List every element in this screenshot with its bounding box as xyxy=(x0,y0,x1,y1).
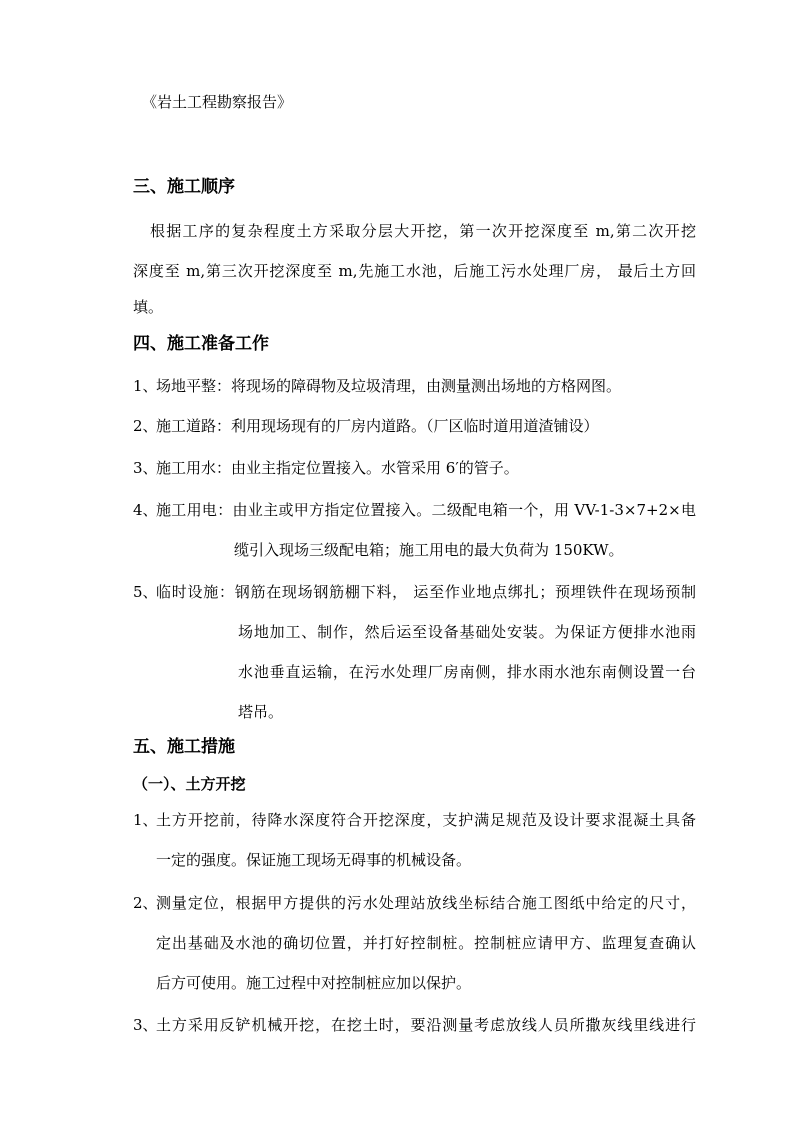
prep-item-5-line-2: 场地加工、制作，然后运至设备基础处安装。为保证方便排水池雨 xyxy=(238,623,696,641)
item-number: 1、 xyxy=(133,377,158,395)
section-3-line-3: 填。 xyxy=(133,298,164,316)
item-number: 3、 xyxy=(133,459,158,477)
prep-item-2-line-1: 施工道路：利用现场现有的厂房内道路。（厂区临时道用道渣铺设） xyxy=(156,417,599,435)
item-number: 2、 xyxy=(133,894,158,912)
item-number: 3、 xyxy=(133,1016,158,1034)
prep-item-5-line-4: 塔吊。 xyxy=(238,703,284,721)
item-number: 4、 xyxy=(133,501,158,519)
excavation-item-3-line-1: 土方采用反铲机械开挖，在挖土时，要沿测量考虑放线人员所撒灰线里线进行 xyxy=(156,1016,696,1034)
prep-item-5-line-1: 临时设施：钢筋在现场钢筋棚下料， 运至作业地点绑扎；预埋铁件在现场预制 xyxy=(156,583,696,601)
excavation-item-2-line-1: 测量定位，根据甲方提供的污水处理站放线坐标结合施工图纸中给定的尺寸， xyxy=(156,894,696,912)
excavation-item-2-line-3: 后方可使用。施工过程中对控制桩应加以保护。 xyxy=(156,974,472,992)
item-number: 1、 xyxy=(133,811,158,829)
section-5-subheading: （一）、土方开挖 xyxy=(133,775,246,793)
item-number: 2、 xyxy=(133,417,158,435)
prep-item-3-line-1: 施工用水：由业主指定位置接入。水管采用 6′的管子。 xyxy=(156,459,519,477)
section-3-heading: 三、施工顺序 xyxy=(133,177,235,197)
section-3-line-1: 根据工序的复杂程度土方采取分层大开挖，第一次开挖深度至 m,第二次开挖 xyxy=(150,222,696,240)
reference-title: 《岩土工程勘察报告》 xyxy=(142,93,293,111)
section-4-heading: 四、施工准备工作 xyxy=(133,334,269,354)
item-number: 5、 xyxy=(133,583,158,601)
prep-item-5-line-3: 水池垂直运输，在污水处理厂房南侧，排水雨水池东南侧设置一台 xyxy=(238,663,696,681)
section-3-line-2: 深度至 m,第三次开挖深度至 m,先施工水池，后施工污水处理厂房， 最后土方回 xyxy=(133,262,696,280)
excavation-item-2-line-2: 定出基础及水池的确切位置，并打好控制桩。控制桩应请甲方、监理复查确认 xyxy=(156,934,696,952)
prep-item-1-line-1: 场地平整：将现场的障碍物及垃圾清理，由测量测出场地的方格网图。 xyxy=(156,377,622,395)
prep-item-4-line-1: 施工用电：由业主或甲方指定位置接入。二级配电箱一个，用 VV-1-3×7+2×电 xyxy=(156,501,696,519)
prep-item-4-line-2: 缆引入现场三级配电箱；施工用电的最大负荷为 150KW。 xyxy=(234,541,624,559)
section-5-heading: 五、施工措施 xyxy=(133,737,235,757)
excavation-item-1-line-1: 土方开挖前，待降水深度符合开挖深度，支护满足规范及设计要求混凝土具备 xyxy=(156,811,696,829)
excavation-item-1-line-2: 一定的强度。保证施工现场无碍事的机械设备。 xyxy=(156,851,472,869)
